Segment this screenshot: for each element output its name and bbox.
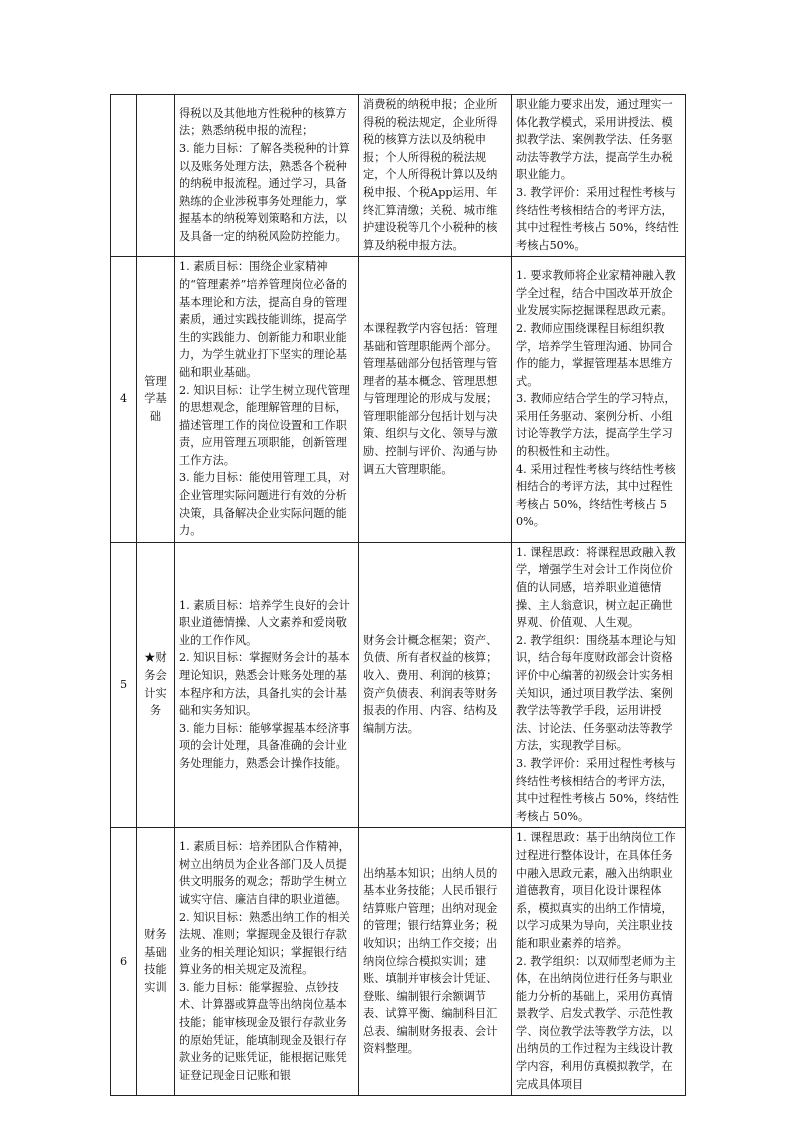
objective-text: 1. 素质目标：培养学生良好的会计职业道德情操、人文素养和爱岗敬业的工作作风。 xyxy=(179,598,350,647)
requirement-text: 2. 教学组织：围绕基本理论与知识，结合每年度财政部会计资格评价中心编著的初级会计实务相关知识，通过项目教学法、案例教学法等教学手段，运用讲授法、讨论法、任务驱动法等教学方法，实现教学目标。 xyxy=(516,633,676,753)
course-name: 管理学基础 xyxy=(137,257,175,543)
course-name xyxy=(137,95,175,257)
table-row-6 xyxy=(111,828,686,1096)
objective-text: 3. 能力目标：能掌握验、点钞技术、计算器或算盘等出纳岗位基本技能；能审核现金及银行存款业务的原始凭证，能填制现金及银行存款业务的记账凭证，能根据记账凭证登记现金日记账和银 xyxy=(179,980,347,1082)
requirement-text: 2. 教师应围绕课程目标组织教学，培养学生管理沟通、协同合作的能力，掌握管理基本思维方式。 xyxy=(516,321,673,388)
course-content xyxy=(359,95,512,257)
course-name: 财务基础技能实训 xyxy=(137,828,175,1096)
requirement-text: 1. 课程思政：将课程思政融入教学，增强学生对会计工作岗位价值的认同感，培养职业道德情操、主人翁意识，树立起正确世界观、价值观、人生观。 xyxy=(516,545,676,630)
objective-text: 3. 能力目标：能够掌握基本经济事项的会计处理，具备准确的会计业务处理能力，熟悉会计操作技能。 xyxy=(179,721,350,770)
requirement-text: 3. 教学评价：采用过程性考核与终结性考核相结合的考评方法，其中过程性考核占 50%，终结性考核占50%。 xyxy=(516,185,679,252)
objective-text: 得税以及其他地方性税种的核算方法；熟悉纳税申报的流程； xyxy=(179,106,347,138)
course-objectives xyxy=(175,257,359,543)
content-text: 本课程教学内容包括：管理基础和管理职能两个部分。管理基础部分包括管理与管理者的基本概念、管理思想与管理理论的形成与发展；管理职能部分包括计划与决策、组织与文化、领导与激励、控制与评价、沟通与协调五大管理职能。 xyxy=(363,321,498,476)
objective-text: 1. 素质目标：围绕企业家精神的“管理素养”培养管理岗位必备的基本理论和方法，提高自身的管理素质，通过实践技能训练，提高学生的实践能力、创新能力和职业能力，为学生就业打下坚实的理论基础和职业基础。 xyxy=(179,260,348,379)
requirement-text: 3. 教师应结合学生的学习特点，采用任务驱动、案例分析、小组讨论等教学方法，提高学生学习的积极性和主动性。 xyxy=(516,392,676,459)
content-text: 财务会计概念框架；资产、负债、所有者权益的核算；收入、费用、利润的核算；资产负债表、利润表等财务报表的作用、内容、结构及编制方法。 xyxy=(363,633,498,735)
requirement-text: 4. 采用过程性考核与终结性考核相结合的考评方法，其中过程性考核占 50%，终结性考核占 50%。 xyxy=(516,462,676,529)
course-requirements xyxy=(512,542,686,828)
content-text: 出纳基本知识；出纳人员的基本业务技能；人民币银行结算账户管理；出纳对现金的管理；银行结算业务；税收知识；出纳工作交接；出纳岗位综合模拟实训；建账、填制并审核会计凭证、登账、编制银行余额调节表、试算平衡、编制科目汇总表、编制财务报表、会计资料整理。 xyxy=(363,866,498,1056)
course-name: ★财务会计实务 xyxy=(137,542,175,828)
course-content xyxy=(359,257,512,543)
course-table xyxy=(110,94,686,1096)
row-number: 6 xyxy=(111,828,137,1096)
course-requirements xyxy=(512,828,686,1096)
course-objectives xyxy=(175,542,359,828)
objective-text: 3. 能力目标：能使用管理工具，对企业管理实际问题进行有效的分析决策，具备解决企业实际问题的能力。 xyxy=(179,471,350,538)
course-requirements xyxy=(512,95,686,257)
requirement-text: 1. 课程思政：基于出纳岗位工作过程进行整体设计，在具体任务中融入思政元素，融入出纳职业道德教育，项目化设计课程体系，模拟真实的出纳工作情境，以学习成果为导向，关注职业技能和职业素养的培养。 xyxy=(516,831,676,950)
row-number: 5 xyxy=(111,542,137,828)
row-number xyxy=(111,95,137,257)
course-content xyxy=(359,542,512,828)
objective-text: 2. 知识目标：掌握财务会计的基本理论知识，熟悉会计账务处理的基本程序和方法，具备扎实的会计基础和实务知识。 xyxy=(179,651,350,718)
course-objectives xyxy=(175,95,359,257)
requirement-text: 1. 要求教师将企业家精神融入教学全过程，结合中国改革开放企业发展实际挖掘课程思政元素。 xyxy=(516,269,676,318)
course-requirements xyxy=(512,257,686,543)
objective-text: 1. 素质目标：培养团队合作精神，树立出纳员为企业各部门及人员提供文明服务的观念；帮助学生树立诚实守信、廉洁自律的职业道德。 xyxy=(179,840,350,906)
table-row-4 xyxy=(111,257,686,543)
objective-text: 2. 知识目标：熟悉出纳工作的相关法规、准则；掌握现金及银行存款业务的相关理论知识；掌握银行结算业务的相关规定及流程。 xyxy=(179,910,350,977)
table-row-5 xyxy=(111,542,686,828)
row-number: 4 xyxy=(111,257,137,543)
objective-text: 3. 能力目标：了解各类税种的计算以及账务处理方法，熟悉各个税种的纳税申报流程。通过学习，具备熟练的企业涉税事务处理能力，掌握基本的纳税筹划策略和方法，以及具备一定的纳税风险防控能力。 xyxy=(179,141,350,243)
course-content xyxy=(359,828,512,1096)
objective-text: 2. 知识目标：让学生树立现代管理的思想观念，能理解管理的目标，描述管理工作的岗位设置和工作职责，应用管理五项职能，创新管理工作方法。 xyxy=(179,383,350,467)
requirement-text: 职业能力要求出发，通过理实一体化教学模式，采用讲授法、模拟教学法、案例教学法、任务驱动法等教学方法，提高学生办税职业能力。 xyxy=(516,98,673,182)
table-row-continued xyxy=(111,95,686,257)
content-text: 消费税的纳税申报；企业所得税的税法规定，企业所得税的核算方法以及纳税申报；个人所得税的税法规定，个人所得税计算以及纳税申报、个税App运用、年终汇算清缴；关税、城市维护建设税等几个小税种的核算及纳税申报方法。 xyxy=(363,98,498,252)
requirement-text: 3. 教学评价：采用过程性考核与终结性考核相结合的考评方法，其中过程性考核占 50%，终结性考核占 50%。 xyxy=(516,756,679,823)
requirement-text: 2. 教学组织：以双师型老师为主体，在出纳岗位进行任务与职业能力分析的基础上，采用仿真情景教学、启发式教学、示范性教学、岗位教学法等教学方法，以出纳员的工作过程为主线设计教学内容，利用仿真模拟教学，在完成具体项目 xyxy=(516,954,676,1091)
course-objectives xyxy=(175,828,359,1096)
